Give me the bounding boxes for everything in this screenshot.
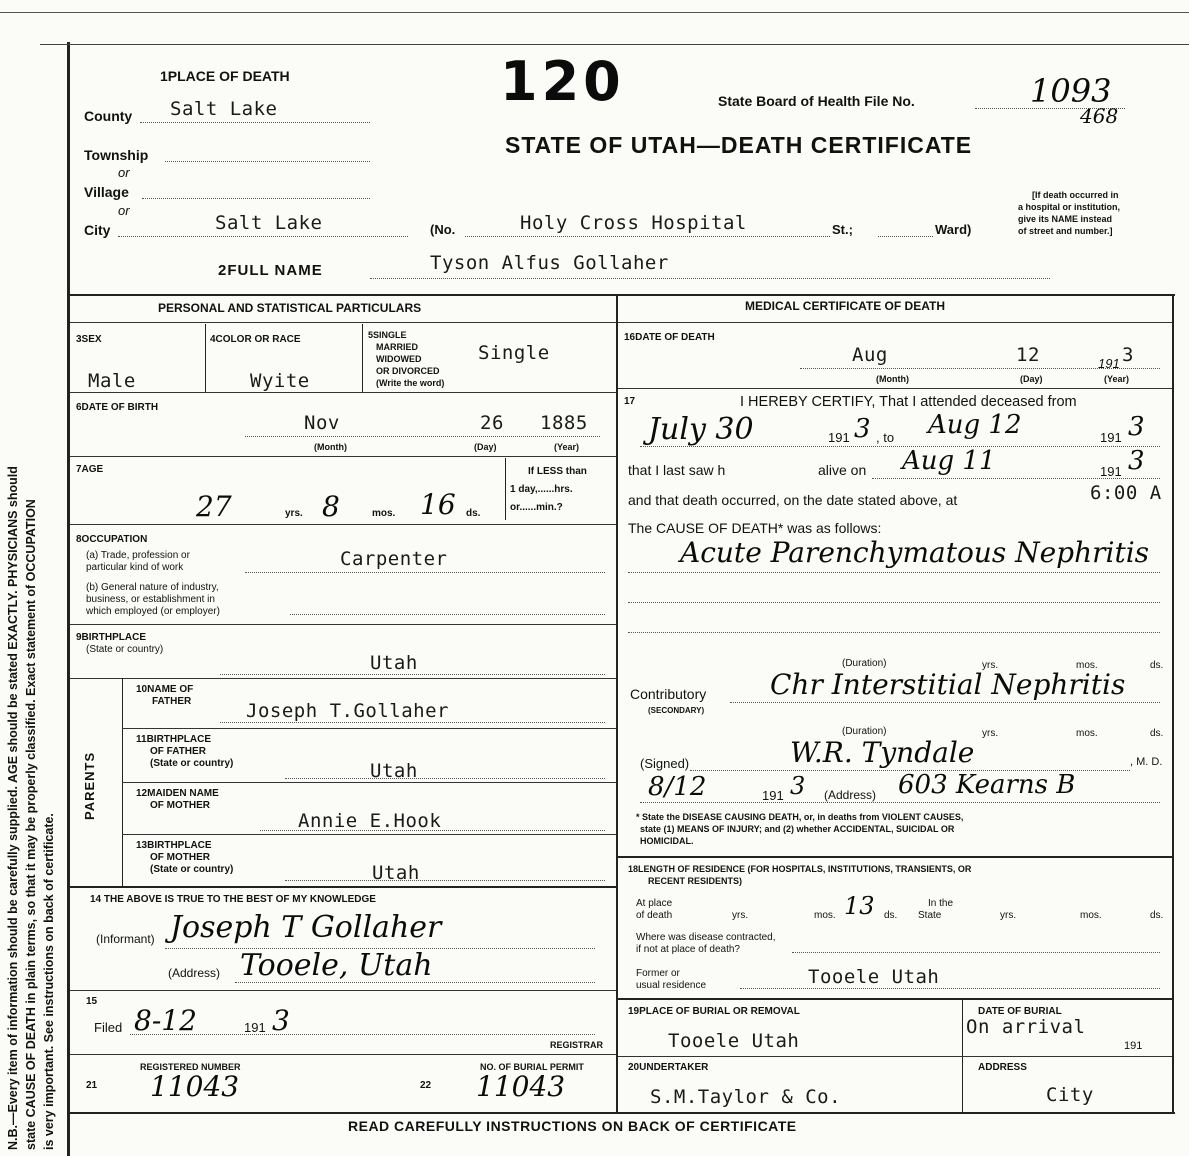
- marital-label-1: 5SINGLE: [368, 330, 407, 340]
- duration-ds-2: ds.: [1150, 728, 1164, 739]
- from-year: 191: [828, 430, 850, 445]
- table-top-border: [70, 294, 1175, 296]
- duration-label-1: (Duration): [842, 658, 887, 669]
- father-value: Joseph T.Gollaher: [246, 700, 449, 722]
- informant-signature: Joseph T Gollaher: [170, 910, 442, 945]
- former-1: Former or: [636, 968, 680, 979]
- med-rule-1: [618, 388, 1172, 389]
- row-rule-7: [122, 782, 616, 783]
- signed-date: 8/12: [648, 772, 707, 802]
- city-label: City: [84, 222, 111, 238]
- age-divider: [505, 458, 506, 520]
- hospital-note-2: a hospital or institution,: [1018, 202, 1120, 212]
- birthplace-sub: (State or country): [86, 644, 164, 655]
- race-value: Wyite: [250, 370, 310, 392]
- res-mos: mos.: [814, 910, 836, 921]
- less-than-3: or......min.?: [510, 502, 563, 513]
- contributory-value: Chr Interstitial Nephritis: [770, 668, 1126, 701]
- mother-value: Annie E.Hook: [298, 810, 442, 832]
- filed-line: [130, 1034, 595, 1035]
- secondary-label: (SECONDARY): [648, 706, 705, 715]
- less-than-1: If LESS than: [528, 466, 587, 477]
- footer-instructions: READ CAREFULLY INSTRUCTIONS ON BACK OF CERTIFICATE: [348, 1118, 797, 1134]
- age-yrs-label: yrs.: [285, 508, 303, 519]
- contracted-2: if not at place of death?: [636, 944, 740, 955]
- burial-place-value: Tooele Utah: [668, 1030, 800, 1052]
- duration-mos-1: mos.: [1076, 660, 1098, 671]
- mother-bp-value: Utah: [372, 862, 420, 884]
- father-bp-1: 11BIRTHPLACE: [136, 734, 212, 745]
- file-no-value: 1093: [1030, 72, 1112, 110]
- marital-label-4: OR DIVORCED: [376, 366, 440, 376]
- margin-note-1: N.B.—Every item of information should be carefully supplied. AGE should be stated EXACTLY. PHYSICIANS should: [6, 466, 20, 1150]
- row-rule-9: [70, 886, 616, 888]
- top-border-2: [40, 44, 1189, 45]
- burial-year: 191: [1124, 1040, 1143, 1052]
- row-rule-11: [70, 1054, 616, 1055]
- undertaker-value: S.M.Taylor & Co.: [650, 1086, 842, 1108]
- dob-year-caption: (Year): [554, 442, 580, 452]
- occupation-b-3: which employed (or employer): [86, 606, 220, 617]
- full-name-value: Tyson Alfus Gollaher: [430, 252, 669, 274]
- street-no-label: (No.: [430, 222, 456, 237]
- left-border: [67, 42, 70, 1156]
- med-address-value: 603 Kearns B: [898, 770, 1076, 800]
- informant-address-label: (Address): [168, 966, 221, 980]
- attended-to: Aug 12: [928, 410, 1022, 440]
- residence-label-2: RECENT RESIDENTS): [648, 876, 743, 886]
- cause-label: The CAUSE OF DEATH* was as follows:: [628, 520, 882, 536]
- race-divider: [362, 324, 363, 392]
- burial-place-label: 19PLACE OF BURIAL OR REMOVAL: [628, 1006, 800, 1017]
- age-label: 7AGE: [76, 464, 104, 475]
- attended-from: July 30: [648, 412, 754, 447]
- dob-year: 1885: [540, 412, 588, 434]
- former-2: usual residence: [636, 980, 707, 991]
- row-rule-1: [70, 392, 616, 393]
- undertaker-address-label: ADDRESS: [978, 1062, 1027, 1073]
- parents-label: PARENTS: [82, 751, 97, 820]
- signed-year: 191: [762, 788, 784, 803]
- duration-yrs-2: yrs.: [982, 728, 999, 739]
- birthplace-value: Utah: [370, 652, 418, 674]
- father-line: [220, 722, 605, 723]
- contributory-line: [730, 702, 1160, 703]
- signed-year-value: 3: [790, 772, 806, 800]
- father-bp-value: Utah: [370, 760, 418, 782]
- full-name-label: 2FULL NAME: [218, 262, 323, 279]
- hospital-note-3: give its NAME instead: [1018, 214, 1113, 224]
- marital-value: Single: [478, 342, 550, 364]
- residence-label-1: 18LENGTH OF RESIDENCE (FOR HOSPITALS, INSTITUTIONS, TRANSIENTS, OR: [628, 864, 972, 874]
- cause-value: Acute Parenchymatous Nephritis: [680, 536, 1150, 569]
- sex-label: 3SEX: [76, 334, 102, 345]
- village-label: Village: [84, 184, 129, 200]
- undertaker-address-value: City: [1046, 1084, 1094, 1106]
- res-days-value: 13: [844, 892, 875, 920]
- place-of-death-label: 1PLACE OF DEATH: [160, 68, 290, 84]
- county-line: [140, 122, 370, 123]
- medical-title-rule: [618, 322, 1172, 323]
- dob-day-caption: (Day): [474, 442, 497, 452]
- contracted-line: [792, 952, 1160, 953]
- row-rule-6: [122, 728, 616, 729]
- cause-line-3: [628, 632, 1160, 633]
- in-state-2: State: [918, 910, 942, 921]
- filed-label: Filed: [94, 1020, 123, 1035]
- age-mos-label: mos.: [372, 508, 396, 519]
- dod-label: 16DATE OF DEATH: [624, 332, 715, 343]
- md-label: , M. D.: [1130, 756, 1163, 768]
- reg-num-value: 11043: [150, 1070, 240, 1103]
- burial-permit-value: 11043: [476, 1070, 566, 1103]
- dod-year-value: 3: [1122, 344, 1134, 366]
- city-line: [118, 236, 408, 237]
- informant-address-line: [235, 982, 595, 983]
- street-value: Holy Cross Hospital: [520, 212, 747, 234]
- mother-bp-2: OF MOTHER: [150, 852, 210, 863]
- dod-day-caption: (Day): [1020, 374, 1043, 384]
- burial-permit-prefix: 22: [420, 1080, 432, 1091]
- undertaker-label: 20UNDERTAKER: [628, 1062, 709, 1073]
- occupation-a-2: particular kind of work: [86, 562, 184, 573]
- dob-day: 26: [480, 412, 504, 434]
- attended-line: [640, 446, 1160, 447]
- former-residence-value: Tooele Utah: [808, 966, 940, 988]
- street-line: [465, 236, 830, 237]
- row-rule-8: [122, 834, 616, 835]
- row-rule-5: [70, 678, 616, 679]
- father-label-2: FATHER: [152, 696, 192, 707]
- or-label-1: or: [118, 165, 130, 180]
- last-saw-label: that I last saw h: [628, 462, 726, 478]
- res-ds: ds.: [884, 910, 898, 921]
- county-label: County: [84, 108, 133, 124]
- death-time: 6:00 A: [1090, 482, 1162, 504]
- father-bp-2: OF FATHER: [150, 746, 206, 757]
- dob-month: Nov: [304, 412, 340, 434]
- to-label: , to: [876, 430, 895, 445]
- occurred-label: and that death occurred, on the date stated above, at: [628, 492, 958, 508]
- mother-bp-3: (State or country): [150, 864, 234, 875]
- at-place-1: At place: [636, 898, 673, 909]
- mother-bp-line: [285, 880, 605, 881]
- burial-date-value: On arrival: [966, 1016, 1086, 1038]
- informant-heading: 14 THE ABOVE IS TRUE TO THE BEST OF MY KNOWLEDGE: [90, 894, 376, 905]
- file-no-sub: 468: [1080, 104, 1119, 128]
- occupation-b-1: (b) General nature of industry,: [86, 582, 219, 593]
- hospital-note-4: of street and number.]: [1018, 226, 1113, 236]
- cause-line-1: [628, 572, 1160, 573]
- footnote-2: state (1) MEANS OF INJURY; and (2) whether ACCIDENTAL, SUICIDAL OR: [640, 824, 955, 834]
- birthplace-label: 9BIRTHPLACE: [76, 632, 147, 643]
- sex-divider: [205, 324, 206, 392]
- dod-year-prefix: 191: [1098, 356, 1120, 371]
- hospital-note-1: [If death occurred in: [1032, 190, 1119, 200]
- bottom-rule: [70, 1112, 1175, 1114]
- birthplace-line: [220, 674, 605, 675]
- at-place-2: of death: [636, 910, 673, 921]
- right-border: [1172, 294, 1174, 1114]
- med-address-line: [640, 802, 1160, 803]
- registrar-label: REGISTRAR: [550, 1040, 604, 1050]
- med-address-label: (Address): [824, 788, 877, 802]
- to-year-value: 3: [1128, 412, 1145, 442]
- father-bp-3: (State or country): [150, 758, 234, 769]
- dod-line: [800, 368, 1160, 369]
- age-months: 8: [322, 490, 340, 523]
- res-yrs: yrs.: [732, 910, 749, 921]
- dob-month-caption: (Month): [314, 442, 347, 452]
- signed-label: (Signed): [640, 756, 690, 771]
- sex-value: Male: [88, 370, 136, 392]
- city-value: Salt Lake: [215, 212, 323, 234]
- row-rule-3: [70, 524, 616, 525]
- ward-line: [878, 236, 933, 237]
- contracted-1: Where was disease contracted,: [636, 932, 776, 943]
- certify-line-1: I HEREBY CERTIFY, That I attended deceased from: [740, 394, 1077, 410]
- row-rule-4: [70, 624, 616, 625]
- footnote-1: * State the DISEASE CAUSING DEATH, or, in deaths from VIOLENT CAUSES,: [636, 812, 964, 822]
- last-saw-year-value: 3: [1128, 446, 1145, 476]
- contributory-label: Contributory: [630, 686, 707, 702]
- informant-label: (Informant): [96, 932, 155, 946]
- top-border: [0, 12, 1189, 13]
- state-mos: mos.: [1080, 910, 1102, 921]
- personal-title-rule: [70, 322, 616, 323]
- state-yrs: yrs.: [1000, 910, 1017, 921]
- dod-day: 12: [1016, 344, 1040, 366]
- med-rule-2: [618, 856, 1172, 858]
- certify-number: 17: [624, 396, 636, 407]
- medical-section-title: MEDICAL CERTIFICATE OF DEATH: [745, 299, 945, 313]
- county-value: Salt Lake: [170, 98, 278, 120]
- file-no-label: State Board of Health File No.: [718, 93, 915, 109]
- footnote-3: HOMICIDAL.: [640, 836, 694, 846]
- marital-label-5: (Write the word): [376, 378, 445, 388]
- parents-divider: [122, 678, 123, 888]
- age-ds-label: ds.: [466, 508, 481, 519]
- last-saw-date: Aug 11: [902, 446, 996, 476]
- physician-signature: W.R. Tyndale: [790, 736, 975, 769]
- row-rule-10: [70, 990, 616, 991]
- township-label: Township: [84, 147, 149, 163]
- st-label: St.;: [832, 222, 853, 237]
- certificate-title: STATE OF UTAH—DEATH CERTIFICATE: [505, 132, 973, 158]
- filed-year-prefix: 191: [244, 1020, 266, 1035]
- ward-label: Ward): [935, 222, 972, 237]
- age-days: 16: [420, 488, 456, 521]
- occupation-b-line: [290, 614, 605, 615]
- cause-line-2: [628, 602, 1160, 603]
- dod-month: Aug: [852, 344, 888, 366]
- to-year: 191: [1100, 430, 1122, 445]
- dod-year-caption: (Year): [1104, 374, 1130, 384]
- med-rule-4: [618, 1056, 1172, 1057]
- handwritten-mark: 120: [500, 50, 625, 113]
- mother-label-2: OF MOTHER: [150, 800, 210, 811]
- reg-num-prefix: 21: [86, 1080, 98, 1091]
- occupation-value: Carpenter: [340, 548, 448, 570]
- duration-mos-2: mos.: [1076, 728, 1098, 739]
- occupation-a-1: (a) Trade, profession or: [86, 550, 190, 561]
- med-rule-3: [618, 998, 1172, 1000]
- row-rule-2: [70, 456, 616, 457]
- last-saw-year: 191: [1100, 464, 1122, 479]
- former-line: [740, 988, 1160, 989]
- duration-ds-1: ds.: [1150, 660, 1164, 671]
- village-line: [142, 198, 370, 199]
- mother-label-1: 12MAIDEN NAME: [136, 788, 219, 799]
- marital-label-3: WIDOWED: [376, 354, 422, 364]
- reg-num-caption: REGISTERED NUMBER: [140, 1062, 241, 1072]
- or-label-2: or: [118, 203, 130, 218]
- father-label-1: 10NAME OF: [136, 684, 194, 695]
- dob-label: 6DATE OF BIRTH: [76, 402, 159, 413]
- duration-label-2: (Duration): [842, 726, 887, 737]
- from-year-value: 3: [854, 414, 871, 444]
- marital-label-2: MARRIED: [376, 342, 418, 352]
- dod-month-caption: (Month): [876, 374, 909, 384]
- father-bp-line: [285, 778, 605, 779]
- informant-address-value: Tooele, Utah: [240, 948, 433, 983]
- filed-number: 15: [86, 996, 98, 1007]
- filed-year-value: 3: [272, 1004, 290, 1037]
- occupation-label: 8OCCUPATION: [76, 534, 148, 545]
- full-name-line: [370, 278, 1050, 279]
- dob-line: [245, 436, 600, 437]
- occupation-line: [245, 572, 605, 573]
- burial-permit-caption: NO. OF BURIAL PERMIT: [480, 1062, 584, 1072]
- state-ds: ds.: [1150, 910, 1164, 921]
- personal-section-title: PERSONAL AND STATISTICAL PARTICULARS: [158, 301, 422, 315]
- burial-date-label: DATE OF BURIAL: [978, 1006, 1062, 1017]
- center-divider: [616, 294, 618, 1114]
- race-label: 4COLOR OR RACE: [210, 334, 301, 345]
- last-saw-line: [872, 478, 1160, 479]
- occupation-b-2: business, or establishment in: [86, 594, 215, 605]
- age-years: 27: [196, 490, 232, 523]
- in-state-1: In the: [928, 898, 954, 909]
- margin-note-2: state CAUSE OF DEATH in plain terms, so that it may be properly classified. Exact statement of OCCUPATION: [24, 499, 38, 1150]
- less-than-2: 1 day,......hrs.: [510, 484, 573, 495]
- mother-line: [260, 830, 605, 831]
- alive-on-label: alive on: [818, 462, 867, 478]
- mother-bp-1: 13BIRTHPLACE: [136, 840, 212, 851]
- filed-value: 8-12: [134, 1004, 197, 1037]
- margin-note-3: is very important. See instructions on back of certificate.: [42, 813, 56, 1150]
- township-line: [165, 161, 370, 162]
- duration-yrs-1: yrs.: [982, 660, 999, 671]
- burial-divider: [962, 998, 963, 1112]
